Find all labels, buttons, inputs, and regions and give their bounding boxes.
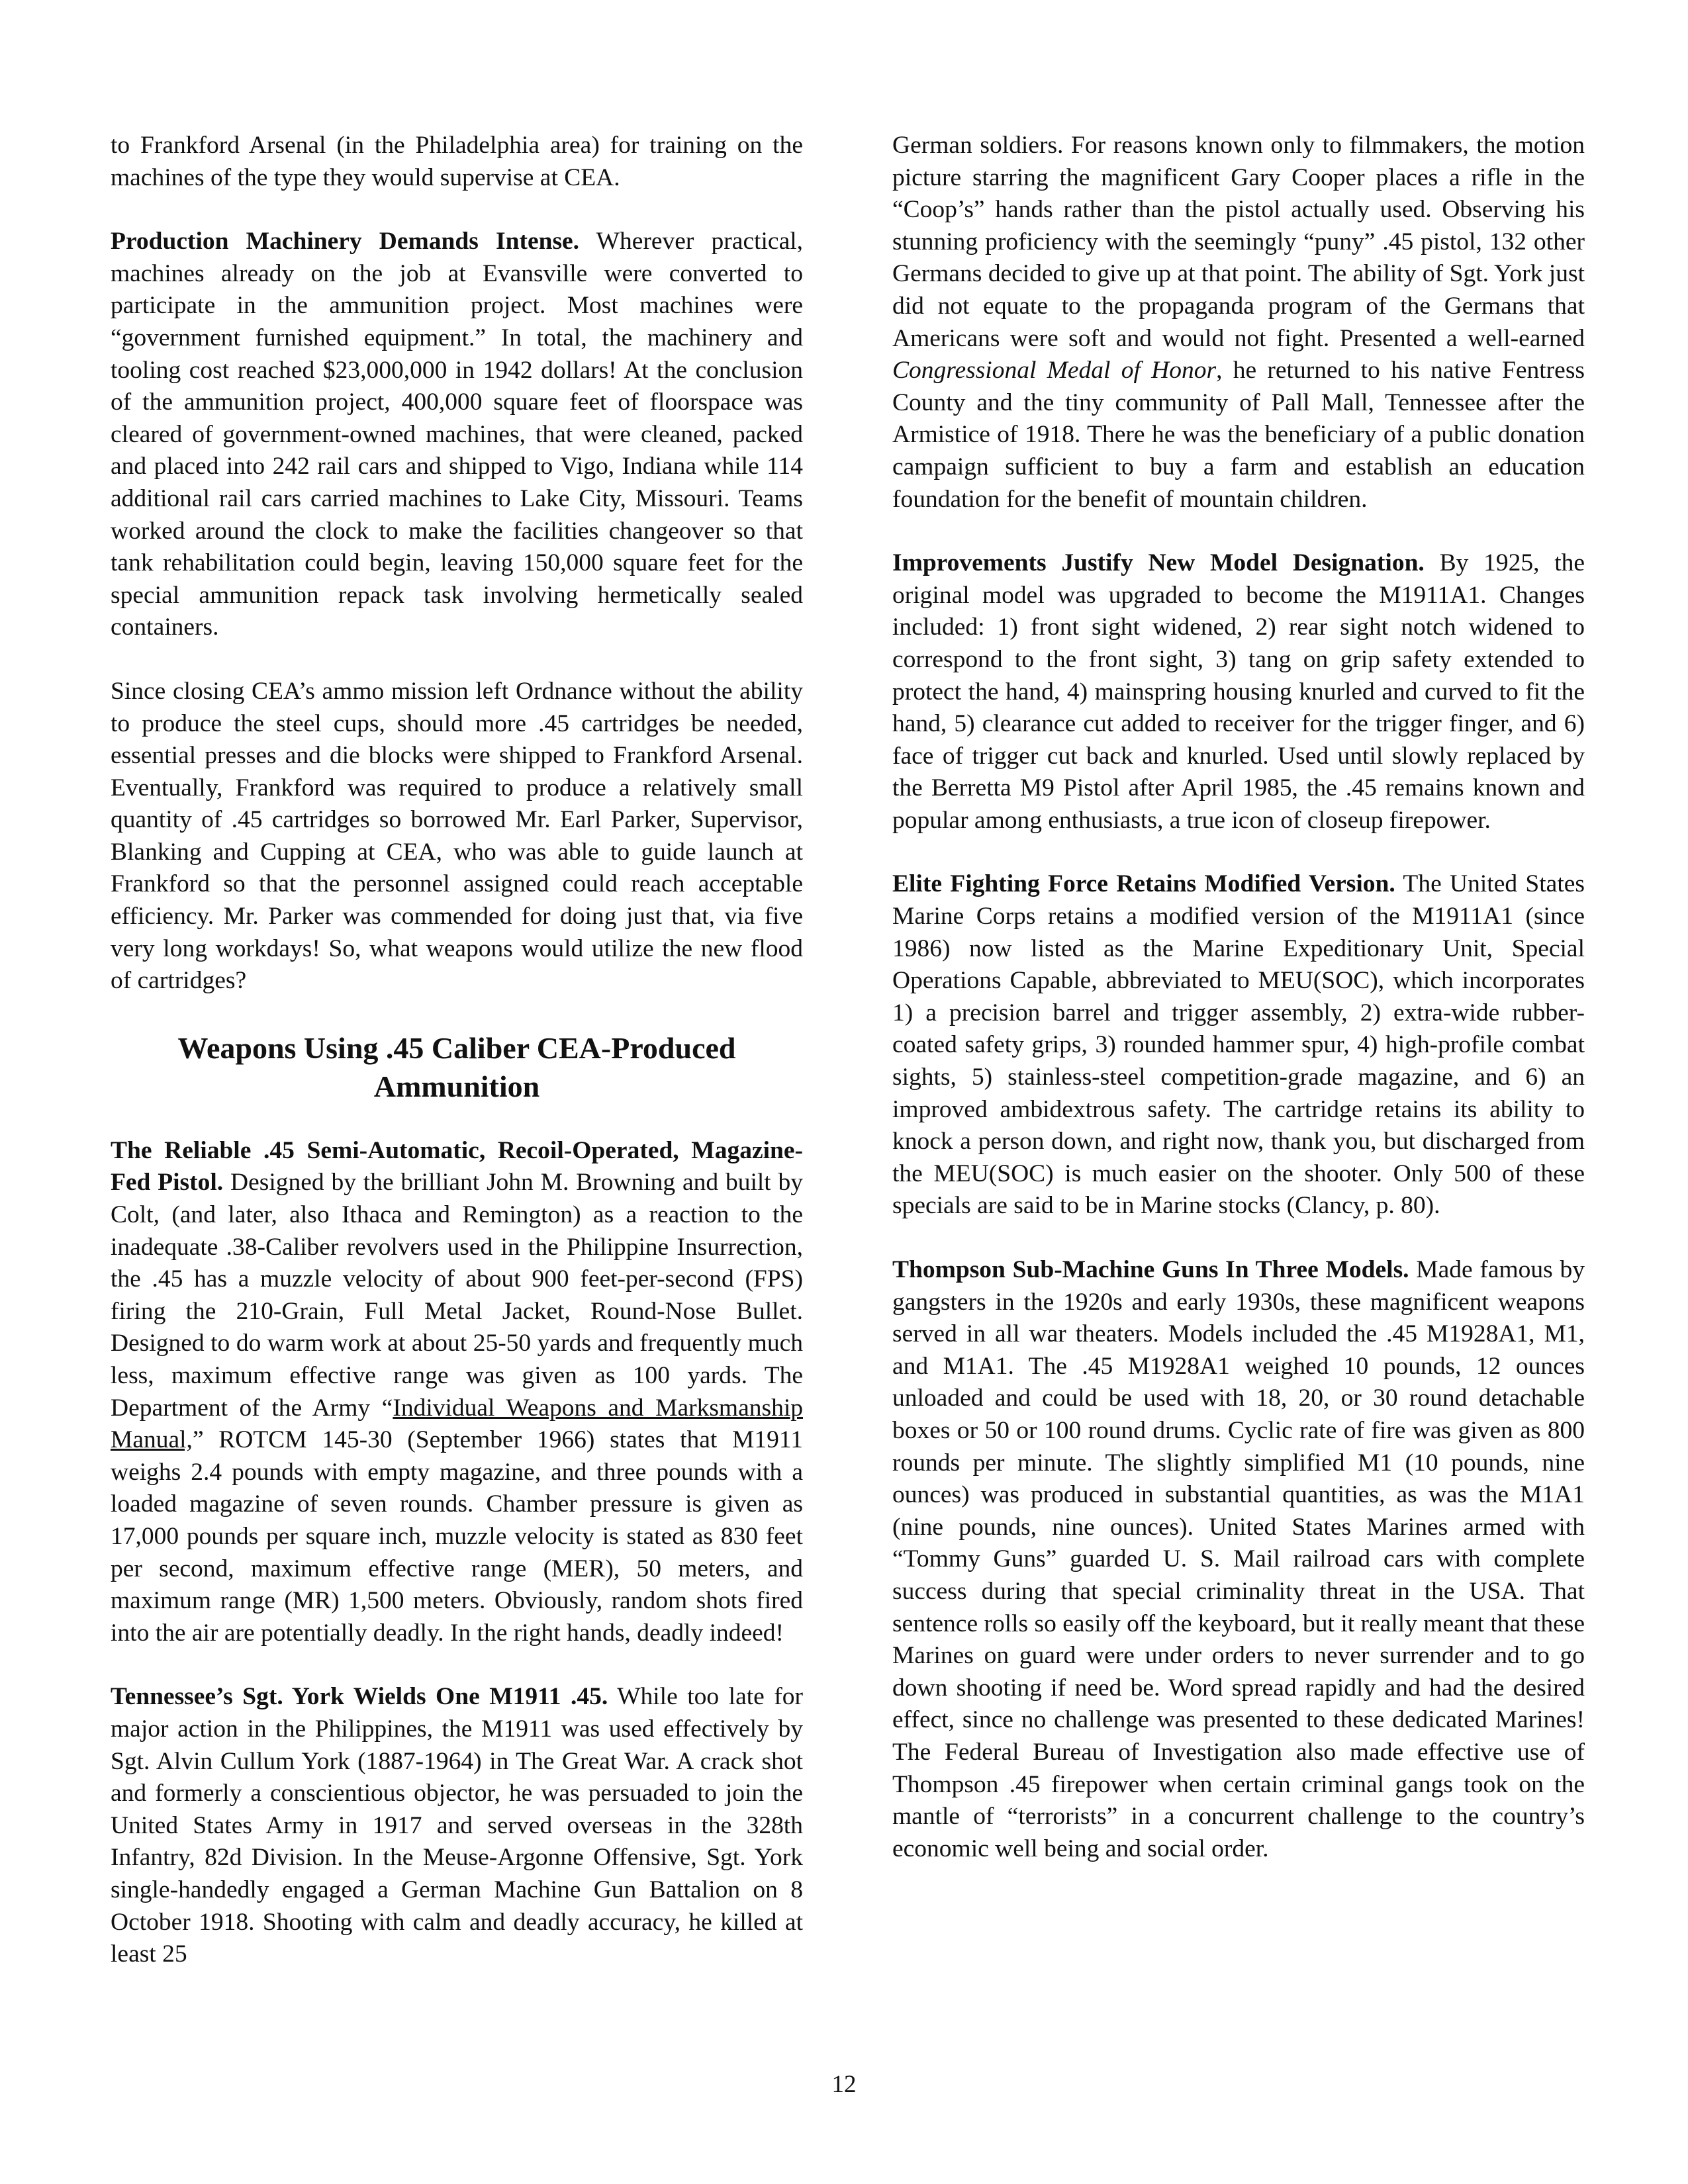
- paragraph-elite-force: [892, 868, 1585, 1222]
- section-heading-line-1: Weapons Using .45 Caliber CEA-Produced: [177, 1030, 736, 1065]
- manual-title: Individual Weapons and Marksmanship Manual,: [111, 1394, 803, 1454]
- paragraph-frankford-training: [111, 130, 803, 194]
- paragraph-text: Wherever practical, machines already on the job at Evansville were converted to participate in the ammunition project. Most machines were “government furnished equipment.” In total, the machinery and tooling cost reached $23,000,000 in 1942 dollars! At the conclusion of the ammunition project, 400,000 square feet of floorspace was cleared of government-owned machines, that were cleaned, packed and placed into 242 rail cars and shipped to Vigo, Indiana while 114 additional rail cars carried machines to Lake City, Missouri. Teams worked around the clock to make the facilities changeover so that tank rehabilitation could begin, leaving 150,000 square feet for the special ammunition repack task involving hermetically sealed containers.: [111, 228, 804, 641]
- award-name: Congressional Medal of Honor: [892, 357, 1217, 385]
- paragraph-text: The United States Marine Corps retains a modified version of the M1911A1 (since 1986) now listed as the Marine Expeditionary Unit, Special Operations Capable, abbreviated to MEU(SOC), which incorporates 1) a precision barrel and trigger assembly, 2) extra-wide rubber-coated safety grips, 3) rounded hammer spur, 4) high-profile combat sights, 5) stainless-steel competition-grade magazine, and 6) an improved ambidextrous safety. The cartridge retains its ability to knock a person down, and right now, thank you, but discharged from the MEU(SOC) is much easier on the shooter. Only 500 of these specials are said to be in Marine stocks (Clancy, p. 80).: [892, 870, 1585, 1220]
- run-in-heading: Improvements Justify New Model Designation.: [892, 549, 1425, 577]
- left-column: [111, 130, 803, 2003]
- paragraph-new-model: [892, 547, 1585, 837]
- paragraph-text: Made famous by gangsters in the 1920s and early 1930s, these magnificent weapons served in all war theaters. Models included the .45 M1928A1, M1, and M1A1. The .45 M1928A1 weighed 10 pounds, 12 ounces unloaded and could be used with 18, 20, or 30 round detachable boxes or 50 or 100 round drums. Cyclic rate of fire was given as 800 rounds per minute. The slightly simplified M1 (10 pounds, nine ounces) was produced in substantial quantities, as was the M1A1 (nine pounds, nine ounces). United States Marines armed with “Tommy Guns” guarded U. S. Mail railroad cars with complete success during that special criminality threat in the USA. That sentence rolls so easily off the keyboard, but it really meant that these Marines on guard were under orders to never surrender and to go down shooting if need be. Word spread rapidly and had the desired effect, since no challenge was presented to these dedicated Marines! The Federal Bureau of Investigation also made effective use of Thompson .45 firepower when certain criminal gangs took on the mantle of “terrorists” in a concurrent challenge to the country’s economic well being and social order.: [892, 1256, 1585, 1862]
- paragraph-text: ” ROTCM 145-30 (September 1966) states that M1911 weighs 2.4 pounds with empty magazine, and three pounds with a loaded magazine of seven rounds. Chamber pressure is given as 17,000 pounds per square inch, muzzle velocity is stated as 830 feet per second, maximum effective range (MER), 50 meters, and maximum range (MR) 1,500 meters. Obviously, random shots fired into the air are potentially deadly. In the right hands, deadly indeed!: [111, 1426, 803, 1647]
- paragraph-text: , he returned to his native Fentress County and the tiny community of Pall Mall, Tennessee after the Armistice of 1918. There he was the beneficiary of a public donation campaign sufficient to buy a farm and establish an education foundation for the benefit of mountain children.: [892, 357, 1585, 513]
- paragraph-text: By 1925, the original model was upgraded to become the M1911A1. Changes included: 1) front sight widened, 2) rear sight notch widened to correspond to the front sight, 3) tang on grip safety extended to protect the hand, 4) mainspring housing knurled and curved to fit the hand, 5) clearance cut added to receiver for the trigger finger, and 6) face of trigger cut back and knurled. Used until slowly replaced by the Berretta M9 Pistol after April 1985, the .45 remains known and popular among enthusiasts, a true icon of closeup firepower.: [892, 549, 1585, 834]
- page-number: 12: [831, 2071, 857, 2098]
- paragraph-production-machinery: [111, 226, 803, 644]
- section-heading: [117, 1029, 796, 1106]
- run-in-heading: Elite Fighting Force Retains Modified Version.: [892, 870, 1395, 898]
- paragraph-thompson: [892, 1254, 1585, 1865]
- paragraph-reliable-pistol: [111, 1135, 803, 1650]
- paragraph-ammo-closing: [111, 676, 803, 997]
- paragraph-text: Since closing CEA’s ammo mission left Ordnance without the ability to produce the steel cups, should more .45 cartridges be needed, essential presses and die blocks were shipped to Frankford Arsenal. Eventually, Frankford was required to produce a relatively small quantity of .45 cartridges so borrowed Mr. Earl Parker, Supervisor, Blanking and Cupping at CEA, who was able to guide launch at Frankford so that the personnel assigned could reach acceptable efficiency. Mr. Parker was commended for doing just that, via five very long workdays! So, what weapons would utilize the new flood of cartridges?: [111, 677, 803, 995]
- section-heading-line-2: Ammunition: [373, 1069, 540, 1103]
- paragraph-sgt-york-continued: [892, 130, 1585, 516]
- run-in-heading: Tennessee’s Sgt. York Wields One M1911 .45.: [111, 1683, 608, 1711]
- right-column: [892, 130, 1585, 1897]
- paragraph-text: German soldiers. For reasons known only to filmmakers, the motion picture starring the magnificent Gary Cooper places a rifle in the “Coop’s” hands rather than the pistol actually used. Observing his stunning proficiency with the seemingly “puny” .45 pistol, 132 other Germans decided to give up at that point. The ability of Sgt. York just did not equate to the propaganda program of the Germans that Americans were soft and would not fight. Presented a well-earned: [892, 132, 1585, 352]
- run-in-heading: Production Machinery Demands Intense.: [111, 228, 580, 255]
- paragraph-text: While too late for major action in the Philippines, the M1911 was used effectively by Sgt. Alvin Cullum York (1887-1964) in The Great War. A crack shot and formerly a conscientious objector, he was persuaded to join the United States Army in 1917 and served overseas in the 328th Infantry, 82d Division. In the Meuse-Argonne Offensive, Sgt. York single-handedly engaged a German Machine Gun Battalion on 8 October 1918. Shooting with calm and deadly accuracy, he killed at least 25: [111, 1683, 803, 1968]
- paragraph-sgt-york: [111, 1681, 803, 1970]
- paragraph-text: to Frankford Arsenal (in the Philadelphia area) for training on the machines of the type they would supervise at CEA.: [111, 132, 803, 191]
- paragraph-text: Designed by the brilliant John M. Browning and built by Colt, (and later, also Ithaca and Remington) as a reaction to the inadequate .38-Caliber revolvers used in the Philippine Insurrection, the .45 has a muzzle velocity of about 900 feet-per-second (FPS) firing the 210-Grain, Full Metal Jacket, Round-Nose Bullet. Designed to do warm work at about 25-50 yards and frequently much less, maximum effective range was given as 100 yards. The Department of the Army “: [111, 1169, 804, 1422]
- run-in-heading: The Reliable .45 Semi-Automatic, Recoil-Operated, Magazine-Fed Pistol.: [111, 1136, 803, 1197]
- run-in-heading: Thompson Sub-Machine Guns In Three Models.: [892, 1256, 1409, 1283]
